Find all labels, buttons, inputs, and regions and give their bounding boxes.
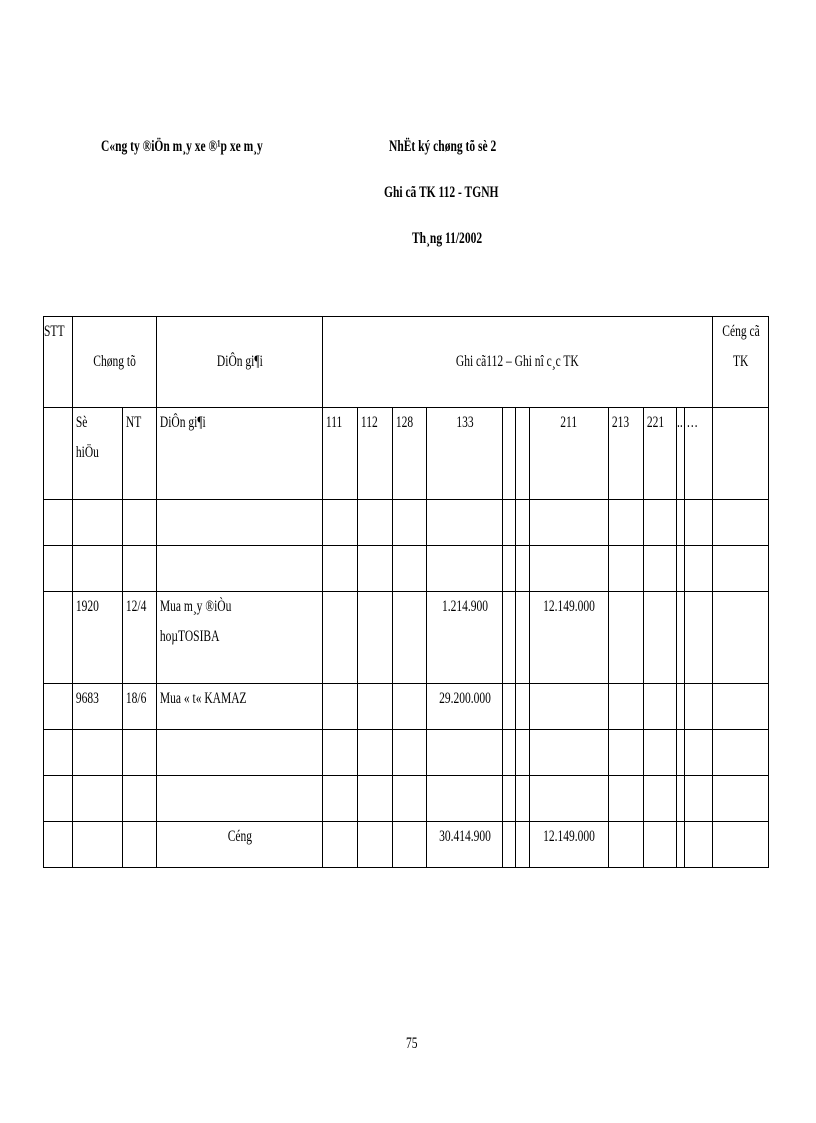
table-cell	[393, 684, 427, 730]
table-row	[44, 546, 769, 592]
table-cell	[393, 822, 427, 868]
account-header	[516, 408, 530, 500]
table-cell	[685, 546, 713, 592]
table-row	[44, 684, 769, 730]
table-cell	[358, 546, 393, 592]
table-cell	[427, 500, 503, 546]
description-header: DiÔn gi¶i	[157, 317, 323, 408]
table-cell	[44, 592, 73, 684]
account-header: 221	[644, 408, 677, 500]
table-cell	[644, 546, 677, 592]
table-cell	[123, 546, 157, 592]
table-cell	[516, 684, 530, 730]
subheader-row	[44, 408, 769, 500]
table-cell	[323, 684, 358, 730]
table-row	[44, 500, 769, 546]
table-cell	[609, 730, 644, 776]
table-cell	[123, 500, 157, 546]
account-header: 128	[393, 408, 427, 500]
table-cell	[44, 408, 73, 500]
table-cell	[123, 730, 157, 776]
table-cell	[73, 822, 123, 868]
table-cell	[503, 500, 516, 546]
table-cell	[503, 546, 516, 592]
table-cell	[427, 546, 503, 592]
header-row	[44, 317, 769, 408]
date-header: NT	[123, 408, 157, 500]
stt-header: STT	[44, 317, 73, 408]
table-cell	[503, 822, 516, 868]
total-133: 30.414.900	[427, 822, 503, 868]
table-cell	[516, 592, 530, 684]
table-cell	[516, 822, 530, 868]
table-cell	[157, 730, 323, 776]
table-row	[44, 592, 769, 684]
table-cell	[393, 592, 427, 684]
company-name: C«ng ty ®iÖn m¸y xe ®¹p xe m¸y	[101, 138, 263, 155]
table-cell	[609, 500, 644, 546]
table-cell	[503, 730, 516, 776]
account-header: …	[685, 408, 713, 500]
table-cell	[530, 776, 609, 822]
table-cell	[677, 822, 685, 868]
table-cell	[713, 822, 769, 868]
table-cell	[685, 500, 713, 546]
table-cell	[323, 730, 358, 776]
voucher-number: 9683	[73, 684, 123, 730]
table-cell	[323, 546, 358, 592]
table-cell	[44, 500, 73, 546]
table-cell	[323, 592, 358, 684]
table-cell	[427, 730, 503, 776]
table-cell	[393, 546, 427, 592]
table-cell	[44, 822, 73, 868]
total-credit-header: Céng cã TK	[713, 317, 769, 408]
voucher-number: 1920	[73, 592, 123, 684]
account-header: 133	[427, 408, 503, 500]
table-cell	[516, 730, 530, 776]
total-label: Céng	[157, 822, 323, 868]
table-cell	[609, 592, 644, 684]
table-cell	[713, 500, 769, 546]
table-cell	[685, 822, 713, 868]
table-cell	[503, 684, 516, 730]
journal-title: NhËt ký chøng tõ sè 2	[389, 138, 497, 155]
table-cell	[358, 730, 393, 776]
table-cell	[530, 730, 609, 776]
table-cell	[73, 776, 123, 822]
table-cell	[516, 546, 530, 592]
account-header: ..	[677, 408, 685, 500]
table-cell	[157, 546, 323, 592]
table-cell	[609, 822, 644, 868]
table-cell	[44, 684, 73, 730]
table-cell	[644, 500, 677, 546]
table-cell	[609, 776, 644, 822]
table-cell	[685, 592, 713, 684]
table-row	[44, 730, 769, 776]
table-cell	[530, 684, 609, 730]
table-cell	[713, 592, 769, 684]
table-cell	[358, 684, 393, 730]
total-211: 12.149.000	[530, 822, 609, 868]
table-cell	[123, 776, 157, 822]
table-cell	[644, 822, 677, 868]
account-header: 111	[323, 408, 358, 500]
table-cell	[427, 776, 503, 822]
table-cell	[503, 592, 516, 684]
credit-group-header: Ghi cã112 – Ghi nî c¸c TK	[323, 317, 713, 408]
table-cell	[685, 684, 713, 730]
table-cell	[530, 546, 609, 592]
table-cell	[44, 776, 73, 822]
table-cell	[516, 776, 530, 822]
page-number: 75	[406, 1035, 418, 1052]
table-cell	[677, 592, 685, 684]
table-cell	[713, 730, 769, 776]
table-cell	[323, 822, 358, 868]
journal-table	[43, 316, 769, 868]
table-cell	[713, 684, 769, 730]
table-cell	[644, 592, 677, 684]
table-row	[44, 776, 769, 822]
table-cell	[44, 730, 73, 776]
table-cell	[44, 546, 73, 592]
table-cell	[358, 592, 393, 684]
table-cell	[157, 776, 323, 822]
voucher-header: Chøng tõ	[73, 317, 157, 408]
table-cell	[644, 684, 677, 730]
amount-133: 1.214.900	[427, 592, 503, 684]
table-cell	[677, 776, 685, 822]
table-cell	[713, 776, 769, 822]
table-cell	[358, 500, 393, 546]
table-cell	[123, 822, 157, 868]
table-cell	[609, 684, 644, 730]
table-cell	[685, 776, 713, 822]
table-cell	[713, 546, 769, 592]
table-cell	[609, 546, 644, 592]
voucher-date: 12/4	[123, 592, 157, 684]
table-cell	[503, 776, 516, 822]
table-cell	[157, 500, 323, 546]
table-cell	[644, 730, 677, 776]
table-cell	[644, 776, 677, 822]
row-description: Mua « t« KAMAZ	[157, 684, 323, 730]
table-cell	[677, 546, 685, 592]
amount-211: 12.149.000	[530, 592, 609, 684]
table-cell	[516, 500, 530, 546]
table-cell	[323, 500, 358, 546]
table-cell	[73, 730, 123, 776]
table-cell	[73, 546, 123, 592]
table-cell	[393, 776, 427, 822]
table-cell	[73, 500, 123, 546]
table-cell	[713, 408, 769, 500]
journal-subtitle: Ghi cã TK 112 - TGNH	[384, 184, 499, 201]
table-cell	[323, 776, 358, 822]
table-cell	[393, 500, 427, 546]
table-cell	[358, 776, 393, 822]
table-cell	[393, 730, 427, 776]
description-subheader: DiÔn gi¶i	[157, 408, 323, 500]
total-row	[44, 822, 769, 868]
row-description: Mua m¸y ®iÒu hoµTOSIBA	[157, 592, 323, 684]
table-cell	[530, 500, 609, 546]
table-cell	[677, 500, 685, 546]
table-cell	[685, 730, 713, 776]
journal-period: Th¸ng 11/2002	[412, 230, 483, 247]
number-header: Sè hiÖu	[73, 408, 123, 500]
table-cell	[677, 684, 685, 730]
account-header	[503, 408, 516, 500]
amount-133: 29.200.000	[427, 684, 503, 730]
voucher-date: 18/6	[123, 684, 157, 730]
account-header: 213	[609, 408, 644, 500]
account-header: 112	[358, 408, 393, 500]
table-cell	[677, 730, 685, 776]
table-cell	[358, 822, 393, 868]
account-header: 211	[530, 408, 609, 500]
